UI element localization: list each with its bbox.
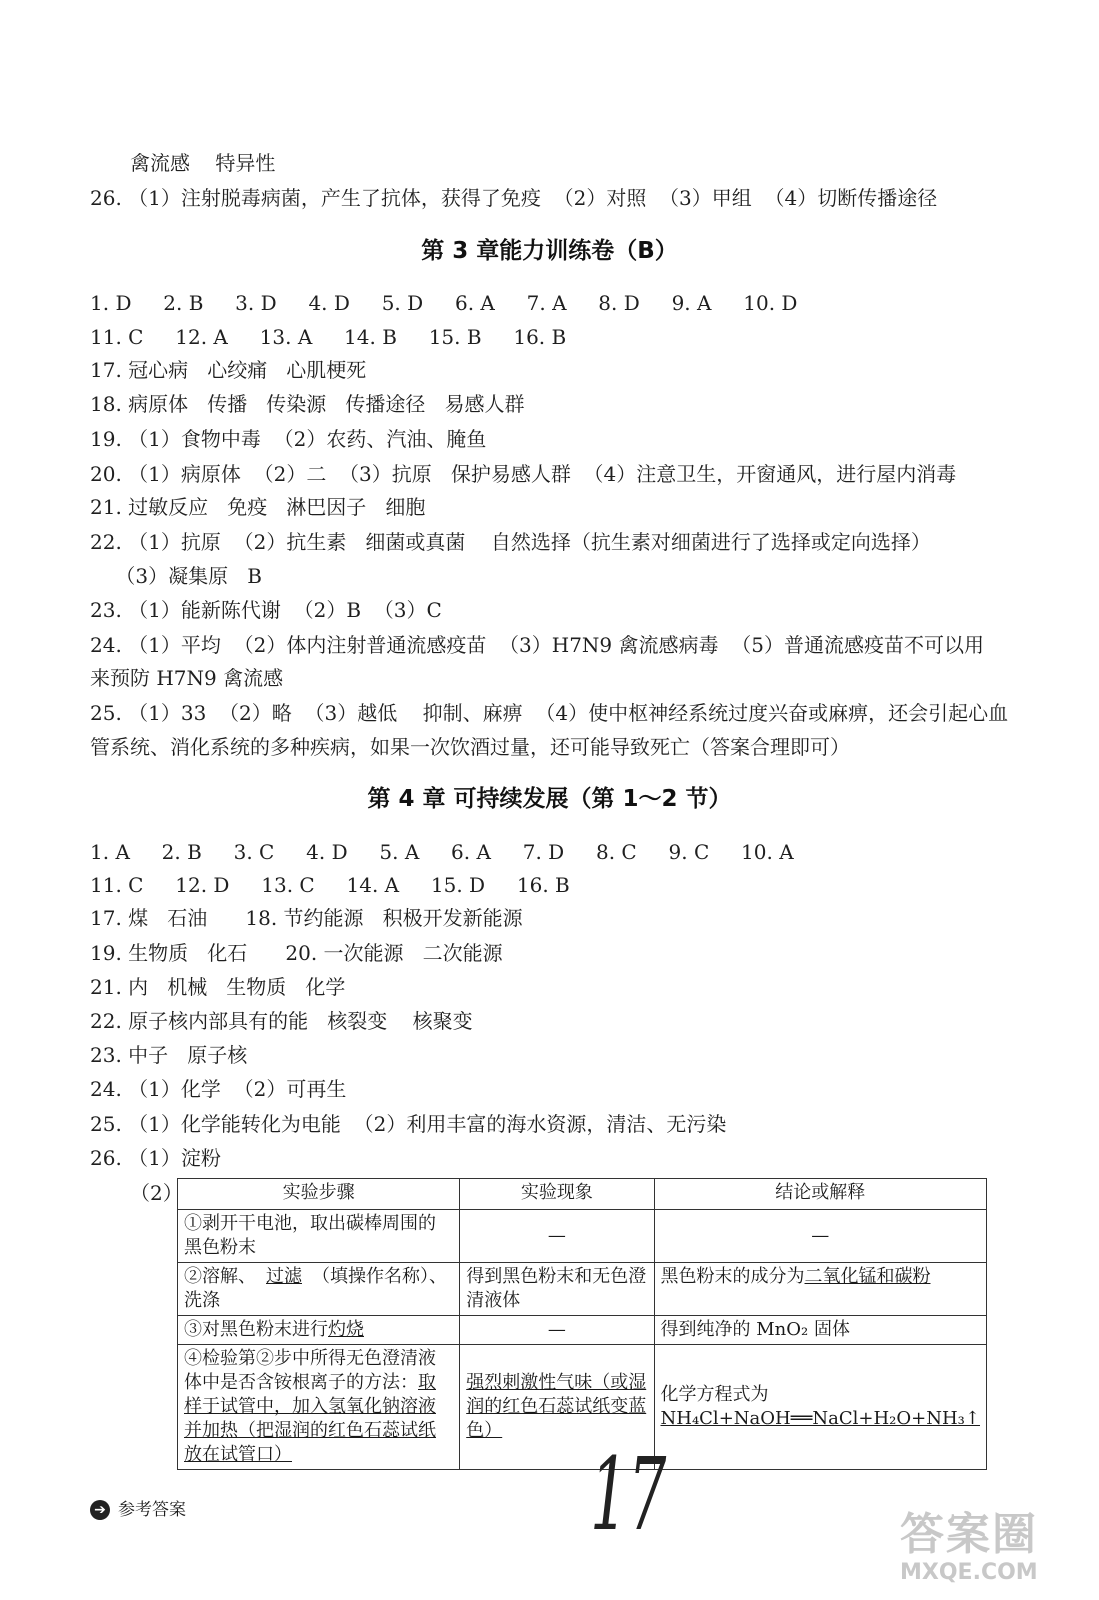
answer-line: 18. 病原体 传播 传染源 传播途径 易感人群	[90, 392, 525, 416]
answer-line: 来预防 H7N9 禽流感	[90, 666, 284, 690]
arrow-right-icon: ➔	[90, 1500, 110, 1520]
watermark-text: 答案圈	[900, 1509, 1038, 1560]
table-cell	[178, 1345, 460, 1470]
table-row	[178, 1263, 987, 1316]
footer-label: 参考答案	[118, 1500, 186, 1520]
answer-line: 11. C 12. D 13. C 14. A 15. D 16. B	[90, 873, 570, 897]
cell-text: （填操作名称）、洗涤	[184, 1266, 447, 1311]
handwritten-page-number: 17	[590, 1436, 667, 1553]
table-cell: 得到纯净的 MnO₂ 固体	[654, 1316, 987, 1345]
answer-line: 20. （1）病原体 （2）二 （3）抗原 保护易感人群 （4）注意卫生，开窗通风，进行屋内消毒	[90, 462, 957, 486]
table-row	[178, 1345, 987, 1470]
answer-line: 22. （1）抗原 （2）抗生素 细菌或真菌 自然选择（抗生素对细菌进行了选择或定向选择）	[90, 530, 931, 554]
table-header-row	[178, 1179, 987, 1210]
filled-answer: 过滤	[266, 1266, 302, 1287]
table-header: 实验现象	[460, 1179, 654, 1210]
section-title: 第 3 章能力训练卷（B）	[421, 238, 678, 264]
answer-line: 管系统、消化系统的多种疾病，如果一次饮酒过量，还可能导致死亡（答案合理即可）	[90, 735, 850, 759]
answer-line: 25. （1）化学能转化为电能 （2）利用丰富的海水资源，清洁、无污染	[90, 1112, 727, 1136]
answer-line: 24. （1）化学 （2）可再生	[90, 1077, 347, 1101]
answer-line: 26. （1）淀粉	[90, 1146, 221, 1170]
filled-answer: 灼烧	[328, 1319, 364, 1340]
watermark	[900, 1510, 1090, 1595]
filled-answer: 取样于试管中，加入氢氧化钠溶液并加热（把湿润的红色石蕊试纸放在试管口）	[184, 1372, 436, 1465]
table-cell	[654, 1345, 987, 1470]
answer-line: 1. A 2. B 3. C 4. D 5. A 6. A 7. D 8. C 9. C 10. A	[90, 840, 794, 864]
table-cell: —	[460, 1316, 654, 1345]
answer-line: 21. 过敏反应 免疫 淋巴因子 细胞	[90, 495, 426, 519]
answer-line: 21. 内 机械 生物质 化学	[90, 975, 346, 999]
filled-answer: 二氧化锰和碳粉	[804, 1266, 931, 1287]
cell-text: 化学方程式为	[660, 1384, 769, 1405]
answer-line: 22. 原子核内部具有的能 核裂变 核聚变	[90, 1009, 473, 1033]
answer-line: 23. 中子 原子核	[90, 1043, 248, 1067]
table-cell	[178, 1316, 460, 1345]
table-row	[178, 1210, 987, 1263]
table-header: 结论或解释	[654, 1179, 987, 1210]
answer-line: 19. （1）食物中毒 （2）农药、汽油、腌鱼	[90, 427, 487, 451]
table-cell: ①剥开干电池，取出碳棒周围的黑色粉末	[178, 1210, 460, 1263]
filled-answer: 强烈刺激性气味（或湿润的红色石蕊试纸变蓝色）	[466, 1372, 647, 1441]
table-cell: 得到黑色粉末和无色澄清液体	[460, 1263, 654, 1316]
answer-line: 17. 冠心病 心绞痛 心肌梗死	[90, 358, 367, 382]
answer-line: 24. （1）平均 （2）体内注射普通流感疫苗 （3）H7N9 禽流感病毒 （5）普通流感疫苗不可以用	[90, 633, 984, 657]
cell-text: ③对黑色粉末进行	[184, 1319, 328, 1340]
cell-text: ④检验第②步中所得无色澄清液体中是否含铵根离子的方法：	[184, 1348, 436, 1393]
filled-answer: NH₄Cl+NaOH══NaCl+H₂O+NH₃↑	[660, 1408, 980, 1429]
answer-line: 26. （1）注射脱毒病菌，产生了抗体，获得了免疫 （2）对照 （3）甲组 （4）切断传播途径	[90, 186, 938, 210]
table-cell: —	[460, 1210, 654, 1263]
cell-text: 黑色粉末的成分为	[660, 1266, 805, 1287]
answer-line: 11. C 12. A 13. A 14. B 15. B 16. B	[90, 325, 567, 349]
section-title: 第 4 章 可持续发展（第 1～2 节）	[367, 786, 732, 812]
answer-line: 1. D 2. B 3. D 4. D 5. D 6. A 7. A 8. D 9. A 10. D	[90, 291, 798, 315]
table-prefix: （2）	[130, 1181, 183, 1205]
answer-line: （3）凝集原 B	[90, 564, 262, 588]
table-cell: —	[654, 1210, 987, 1263]
table-cell	[178, 1263, 460, 1316]
answer-line: 19. 生物质 化石 20. 一次能源 二次能源	[90, 941, 503, 965]
answer-line: 25. （1）33 （2）略 （3）越低 抑制、麻痹 （4）使中枢神经系统过度兴奋或麻痹，还会引起心血	[90, 701, 1009, 725]
table-row	[178, 1316, 987, 1345]
answer-line: 17. 煤 石油 18. 节约能源 积极开发新能源	[90, 906, 523, 930]
answer-line: 23. （1）能新陈代谢 （2）B （3）C	[90, 598, 442, 622]
table-header: 实验步骤	[178, 1179, 460, 1210]
experiment-table	[177, 1178, 987, 1470]
cell-text: ②溶解、	[184, 1266, 256, 1287]
watermark-url: MXQE.COM	[900, 1560, 1038, 1585]
table-cell	[654, 1263, 987, 1316]
answer-line: 禽流感 特异性	[130, 151, 276, 175]
